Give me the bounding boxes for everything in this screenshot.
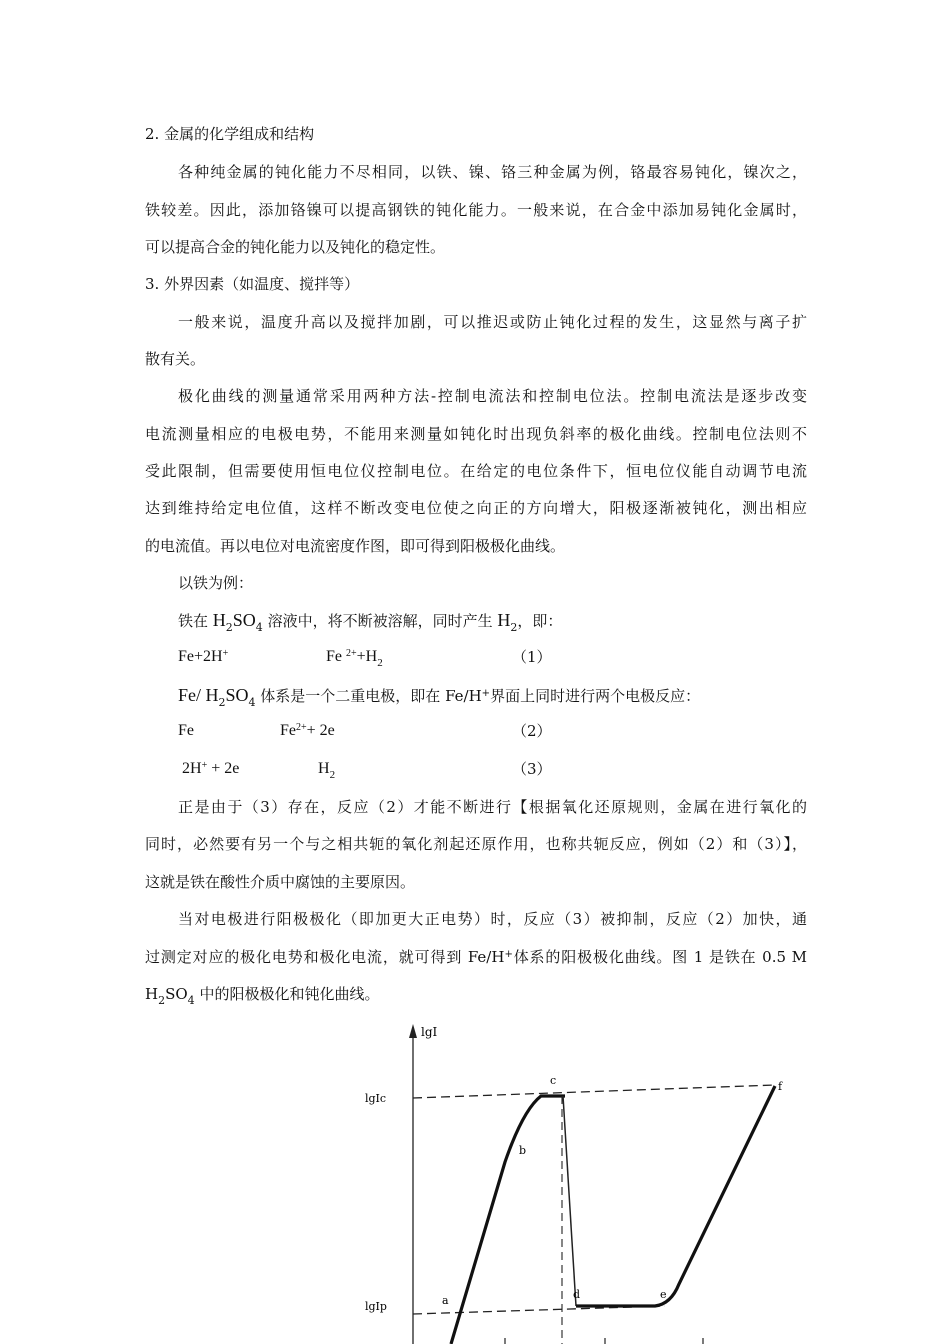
equation-3-right: $H_2$ <box>318 760 336 781</box>
paragraph-4-line-3: 这就是铁在酸性介质中腐蚀的主要原因。 <box>145 873 416 891</box>
paragraph-3-line-5: 的电流值。再以电位对电流密度作图，即可得到阳极极化曲线。 <box>145 537 566 555</box>
polarization-curve-figure <box>355 1012 815 1344</box>
paragraph-5-line-2: 过测定对应的极化电势和极化电流，就可得到 Fe/H+体系的阳极极化曲线。图 1 是铁在 0.5 M <box>145 948 807 966</box>
paragraph-4-line-2: 同时，必然要有另一个与之相共轭的氧化剂起还原作用，也称共轭反应，例如（2）和（3）】， <box>145 835 807 853</box>
point-f-label: f <box>778 1080 783 1093</box>
equation-2-left: Fe <box>178 722 194 739</box>
point-a-label: a <box>442 1294 449 1307</box>
paragraph-1-line-3: 可以提高合金的钝化能力以及钝化的稳定性。 <box>145 238 446 256</box>
fe-system-line: Fe/ $H_2SO_4$ 体系是一个二重电极，即在 Fe/H+界面上同时进行两个电极反应： <box>178 685 701 709</box>
paragraph-5-line-1: 当对电极进行阳极极化（即加更大正电势）时，反应（3）被抑制，反应（2）加快，通 <box>178 910 807 928</box>
equation-3-left: 2H+ + 2e <box>182 760 240 777</box>
paragraph-3-line-1: 极化曲线的测量通常采用两种方法-控制电流法和控制电位法。控制电流法是逐步改变 <box>178 387 807 405</box>
paragraph-5-line-3: $H_2SO_4$ 中的阳极极化和钝化曲线。 <box>145 985 380 1007</box>
equation-1-number: （1） <box>512 648 552 666</box>
passivation-drop-line <box>563 1096 576 1306</box>
section-3-heading: 3. 外界因素（如温度、搅拌等） <box>145 275 360 293</box>
paragraph-3-line-3: 受此限制，但需要使用恒电位仪控制电位。在给定的电位条件下，恒电位仪能自动调节电流 <box>145 462 807 480</box>
y-axis-arrow-icon <box>409 1024 417 1038</box>
paragraph-4-line-1: 正是由于（3）存在，反应（2）才能不断进行【根据氧化还原规则，金属在进行氧化的 <box>178 798 807 816</box>
y-axis-label: lgI <box>421 1025 438 1039</box>
equation-3-number: （3） <box>512 760 552 778</box>
point-b-label: b <box>519 1144 527 1157</box>
point-c-label: c <box>550 1074 557 1087</box>
lgIp-label: lgIp <box>365 1300 387 1313</box>
paragraph-2-line-1: 一般来说，温度升高以及搅拌加剧，可以推迟或防止钝化过程的发生，这显然与离子扩 <box>178 313 807 331</box>
point-d-label: d <box>573 1288 581 1301</box>
passive-transpassive-curve <box>576 1086 775 1306</box>
example-label: 以铁为例： <box>178 574 254 592</box>
paragraph-1-line-2: 铁较差。因此，添加铬镍可以提高钢铁的钝化能力。一般来说，在合金中添加易钝化金属时， <box>145 201 807 219</box>
active-dissolution-curve <box>451 1096 565 1344</box>
point-e-label: e <box>660 1288 667 1301</box>
lgIc-label: lgIc <box>365 1092 387 1105</box>
equation-1-right: Fe $^{2+}+H_2$ <box>326 648 383 669</box>
lgIc-dashed-line <box>413 1085 775 1098</box>
equation-1-left: Fe+2H+ <box>178 648 229 665</box>
equation-2-right: $Fe^{2+}+ 2e$ <box>280 722 335 739</box>
equation-2-number: （2） <box>512 722 552 740</box>
paragraph-1-line-1: 各种纯金属的钝化能力不尽相同，以铁、镍、铬三种金属为例，铬最容易钝化，镍次之， <box>178 163 807 181</box>
section-2-heading: 2. 金属的化学组成和结构 <box>145 125 315 143</box>
iron-in-acid-line: 铁在 $H_2SO_4$ 溶液中，将不断被溶解，同时产生 $H_2$，即： <box>178 610 563 634</box>
paragraph-3-line-2: 电流测量相应的电极电势，不能用来测量如钝化时出现负斜率的极化曲线。控制电位法则不 <box>145 425 807 443</box>
paragraph-3-line-4: 达到维持给定电位值，这样不断改变电位使之向正的方向增大，阳极逐渐被钝化，测出相应 <box>145 499 807 517</box>
paragraph-2-line-2: 散有关。 <box>145 350 206 368</box>
